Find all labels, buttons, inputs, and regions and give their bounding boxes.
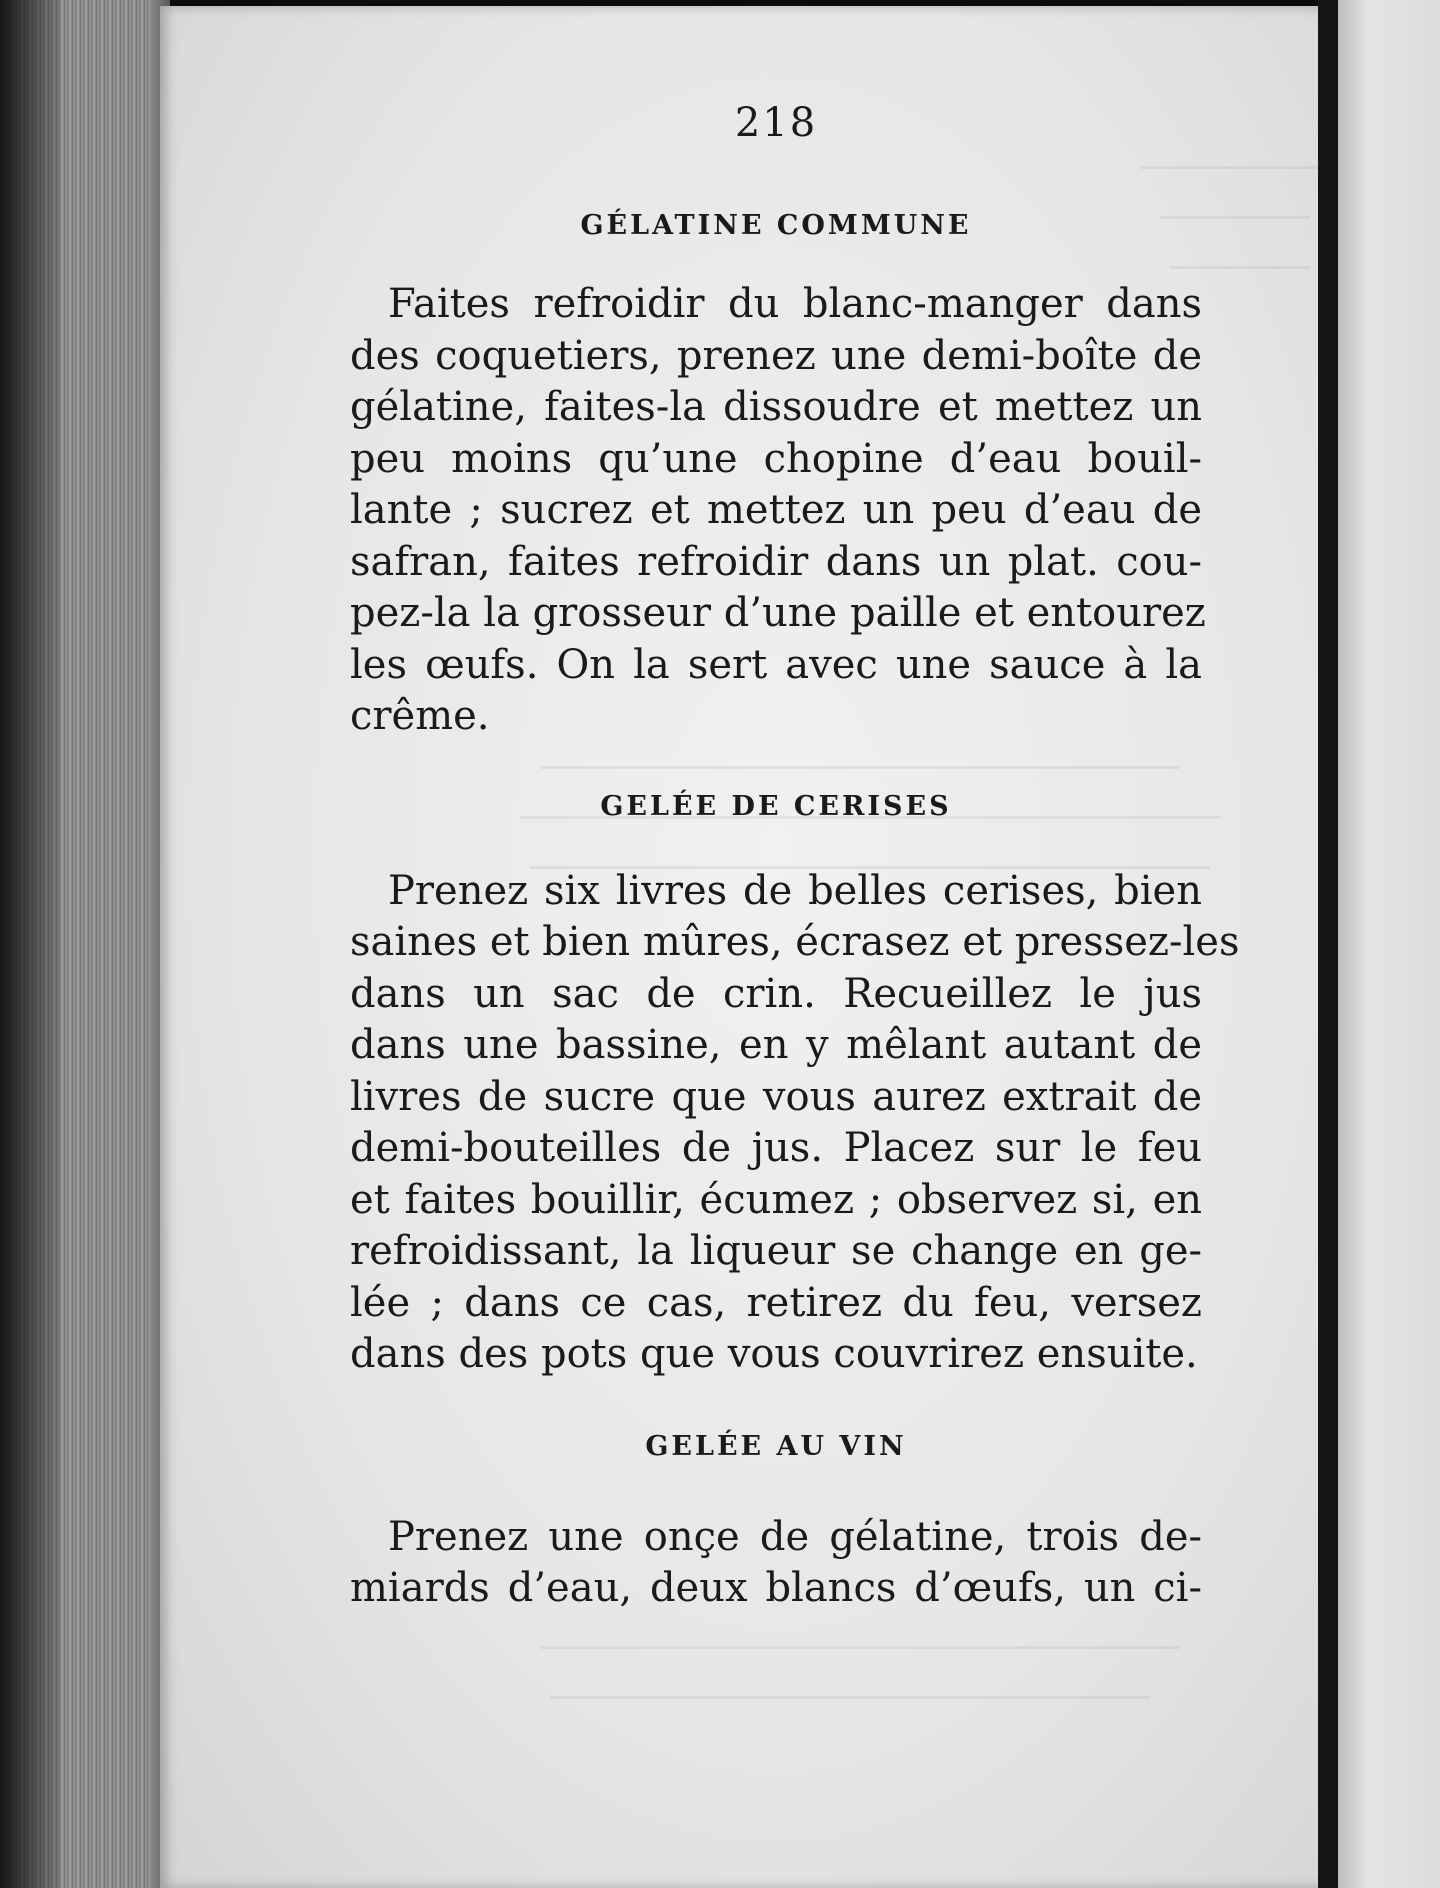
text-line: saines et bien mûres, écrasez et pressez-les xyxy=(350,919,1240,965)
text-line: pez-la la grosseur d’une paille et entourez xyxy=(350,590,1206,636)
section-title-gelee-au-vin: GELÉE AU VIN xyxy=(645,1430,907,1462)
text-line: les œufs. On la sert avec une sauce à la xyxy=(350,641,1202,688)
paragraph-gelatine-commune xyxy=(350,279,1206,743)
text-line: Prenez une onçe de gélatine, trois de- xyxy=(388,1513,1202,1560)
text-line: et faites bouillir, écumez ; observez si, en xyxy=(350,1176,1202,1223)
text-line: des coquetiers, prenez une demi-boîte de xyxy=(350,332,1202,379)
facing-page-edge xyxy=(1318,0,1440,1888)
section-title-gelee-de-cerises: GELÉE DE CERISES xyxy=(600,790,952,822)
page-text xyxy=(350,100,1240,1615)
text-line: safran, faites refroidir dans un plat. cou- xyxy=(350,538,1202,585)
text-line: refroidissant, la liqueur se change en ge- xyxy=(350,1228,1202,1274)
paragraph-gelee-au-vin xyxy=(350,1512,1202,1615)
text-line: dans un sac de crin. Recueillez le jus xyxy=(350,970,1202,1017)
text-line: lée ; dans ce cas, retirez du feu, versez xyxy=(350,1279,1202,1326)
text-line: Prenez six livres de belles cerises, bien xyxy=(388,867,1202,914)
paragraph-gelee-de-cerises xyxy=(350,866,1240,1381)
text-line: dans une bassine, en y mêlant autant de xyxy=(350,1022,1202,1068)
page-number: 218 xyxy=(734,100,818,146)
book-page-edges xyxy=(0,0,170,1888)
section-title-gelatine-commune: GÉLATINE COMMUNE xyxy=(580,210,972,241)
text-line: lante ; sucrez et mettez un peu d’eau de xyxy=(350,487,1202,533)
text-line: demi-bouteilles de jus. Placez sur le feu xyxy=(350,1125,1202,1171)
text-line: Faites refroidir du blanc-manger dans xyxy=(388,281,1202,327)
text-line: crême. xyxy=(350,693,490,739)
text-line: peu moins qu’une chopine d’eau bouil- xyxy=(350,435,1202,482)
text-line: livres de sucre que vous aurez extrait de xyxy=(350,1073,1202,1120)
text-line: dans des pots que vous couvrirez ensuite. xyxy=(350,1331,1198,1377)
text-line: miards d’eau, deux blancs d’œufs, un ci- xyxy=(350,1565,1202,1611)
text-line: gélatine, faites-la dissoudre et mettez un xyxy=(350,384,1202,430)
